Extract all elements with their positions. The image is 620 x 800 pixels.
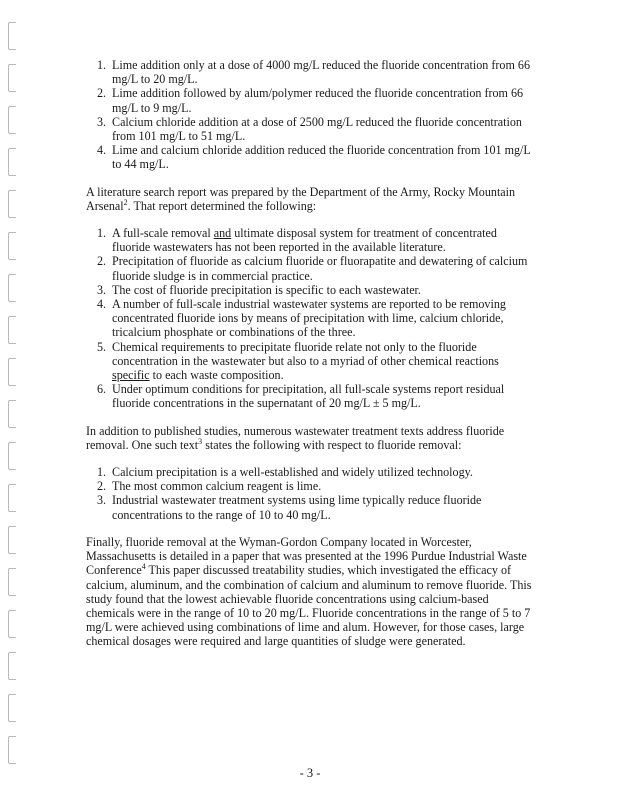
paragraph-texts: In addition to published studies, numerous wastewater treatment texts address fluoride removal. One such text$^3$ states the following with respect to fluoride removal: [86, 423, 505, 452]
list-item: 3. Industrial wastewater treatment systems using lime typically reduce fluoride concentrations to the range of 10 to 40 mg/L. [97, 493, 482, 522]
results-list [86, 58, 538, 172]
list-item: 1. Calcium precipitation is a well-established and widely utilized technology. [97, 465, 473, 480]
footnote-ref: 2 [123, 197, 128, 207]
list-item: 2. Lime addition followed by alum/polymer reduced the fluoride concentration from 66 mg/L to 9 mg/L. [97, 86, 524, 115]
list-item: 2. The most common calcium reagent is lime. [97, 479, 322, 494]
page-content [86, 58, 538, 649]
army-findings-list [86, 226, 538, 411]
footnote-ref: 4 [141, 562, 146, 572]
list-item: 3. Calcium chloride addition at a dose of 2500 mg/L reduced the fluoride concentration from 101 mg/L to 51 mg/L. [97, 114, 522, 144]
text-findings-list [86, 465, 538, 522]
list-item: 4. Lime and calcium chloride addition reduced the fluoride concentration from 101 mg/L to 44 mg/L. [97, 143, 531, 172]
list-item: 3. The cost of fluoride precipitation is specific to each wastewater. [97, 282, 421, 297]
list-item: 2. Precipitation of fluoride as calcium fluoride or fluorapatite and dewatering of calcium fluoride sludge is in commercial practice. [97, 254, 528, 283]
list-item: 4. A number of full-scale industrial wastewater systems are reported to be removing concentrated fluoride ions by means of precipitation with lime, calcium chloride, tricalcium phosphate or combinations of the three. [97, 297, 506, 340]
list-item: 1. Lime addition only at a dose of 4000 mg/L reduced the fluoride concentration from 66 mg/L to 20 mg/L. [97, 58, 531, 87]
list-item: 5. Chemical requirements to precipitate fluoride relate not only to the fluoride concentration in the wastewater but also to a myriad of other chemical reactions specific to each waste composition. [97, 339, 499, 383]
paragraph-wyman-gordon: Finally, fluoride removal at the Wyman-Gordon Company located in Worcester, Massachusetts is detailed in a paper that was presented at the 1996 Purdue Industrial Waste Conference$^4$ This paper discussed treatability studies, which investigated the efficacy of calcium, aluminum, and the combination of calcium and aluminum to remove fluoride. This study found that the lowest achievable fluoride concentrations using calcium-based chemicals were in the range of 10 to 20 mg/L. Fluoride concentrations in the range of 5 to 7 mg/L were achieved using combinations of lime and alum. However, for those cases, large chemical dosages were required and large quantities of sludge were generated. [86, 534, 532, 649]
list-item: 1. A full-scale removal and ultimate disposal system for treatment of concentrated fluoride wastewaters has not been reported in the available literature. [97, 226, 497, 255]
paragraph-army-report: A literature search report was prepared by the Department of the Army, Rocky Mountain Arsenal$^2$. That report determined the following: [86, 184, 516, 213]
footnote-ref: 3 [198, 436, 203, 446]
page-number: - 3 - [299, 766, 321, 780]
list-item: 6. Under optimum conditions for precipitation, all full-scale systems report residual fluoride concentrations in the supernatant of 20 mg/L ± 5 mg/L. [97, 382, 505, 411]
binder-holes [6, 0, 20, 800]
